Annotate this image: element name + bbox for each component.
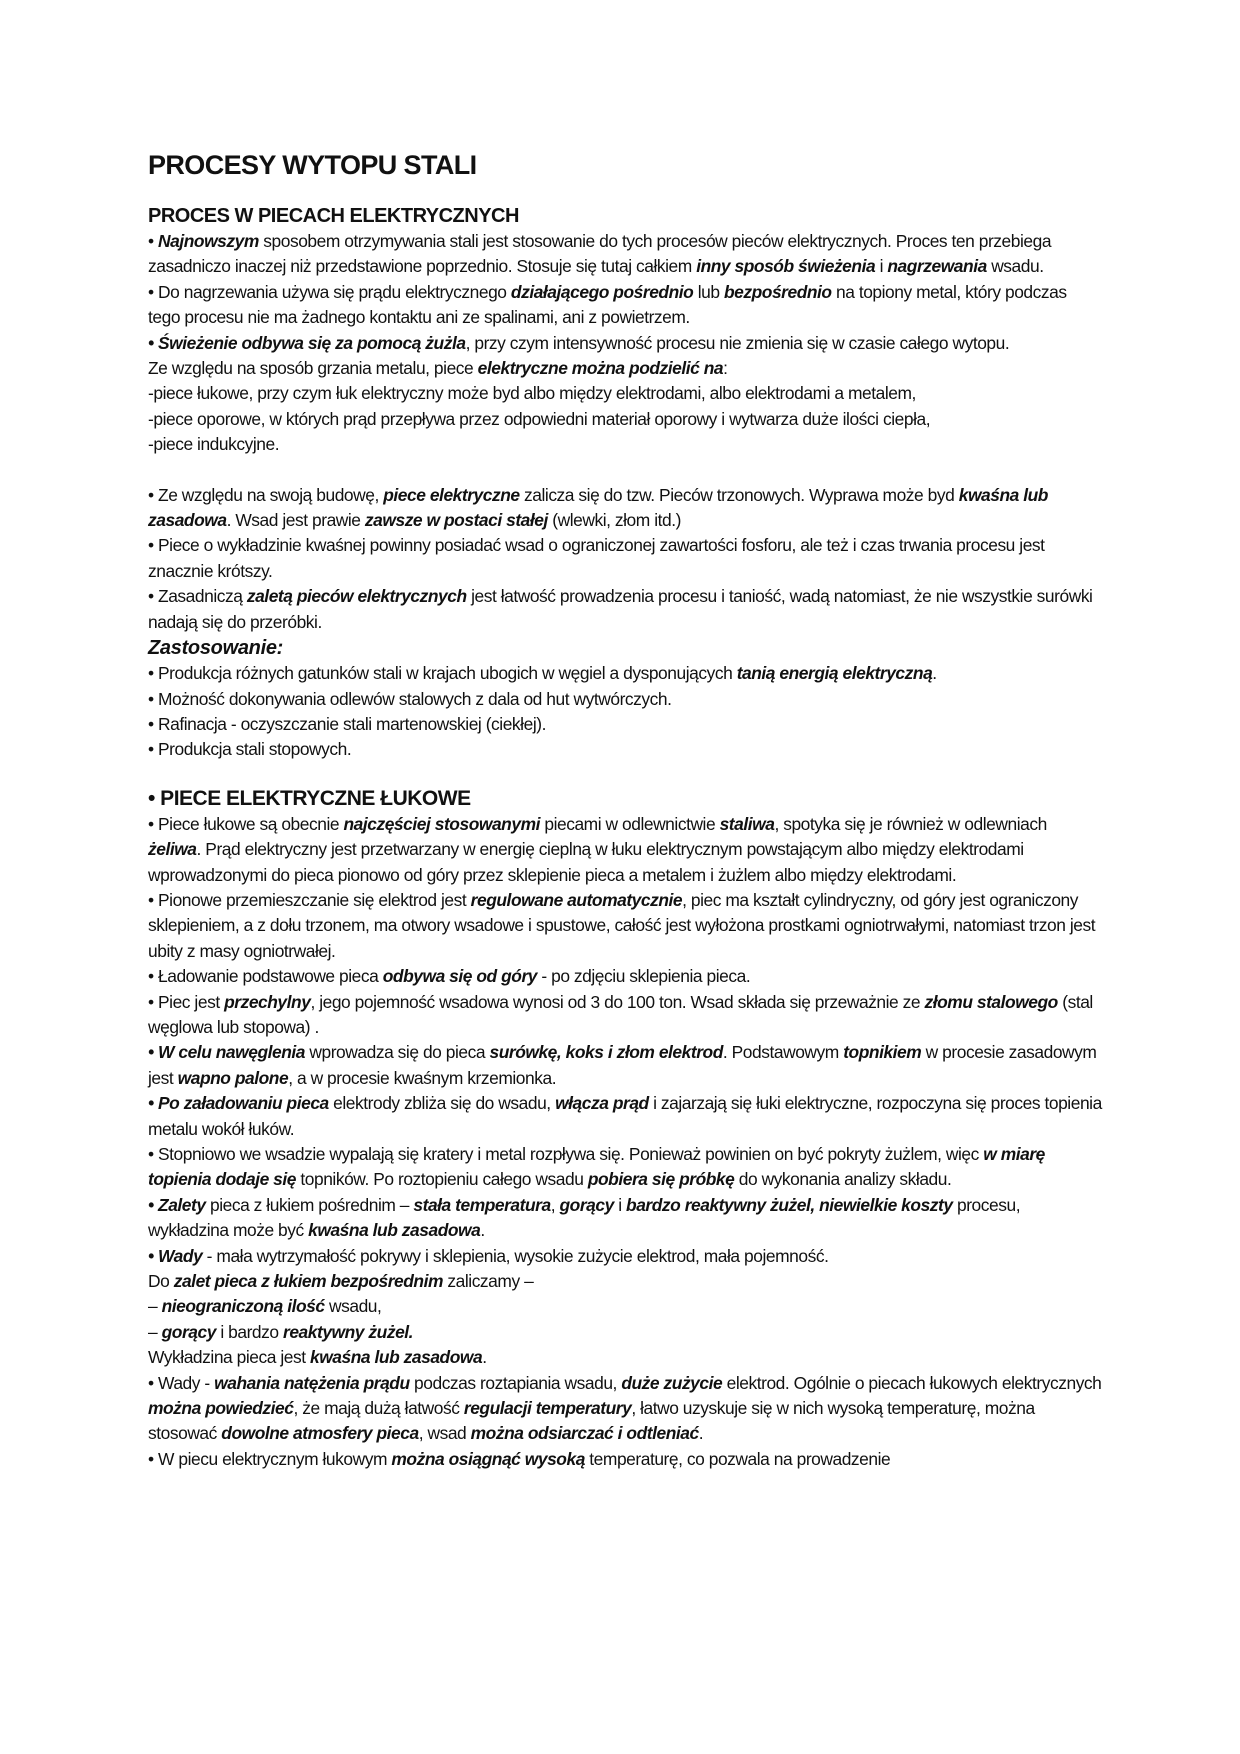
emphasis: regulacji temperatury — [463, 1398, 632, 1419]
paragraph: • Wady - mała wytrzymałość pokrywy i sklepienia, wysokie zużycie elektrod, mała pojemność. — [148, 1245, 829, 1266]
paragraph: • Pionowe przemieszczanie się elektrod jest regulowane automatycznie, piec ma kształt cylindryczny, od góry jest ograniczony sklepieniem, a z dołu trzonem, ma otwory wsadowe i spustowe, całość jest wyłożona prostkami ogniotrwałymi, natomiast trzon jest ubity z masy ogniotrwałej. — [148, 889, 1096, 961]
paragraph: • W celu nawęglenia wprowadza się do pieca surówkę, koks i złom elektrod. Podstawowym topnikiem w procesie zasadowym jest wapno palone, a w procesie kwaśnym krzemionka. — [148, 1042, 1097, 1088]
paragraph: • Piec jest przechylny, jego pojemność wsadowa wynosi od 3 do 100 ton. Wsad składa się przeważnie ze złomu stalowego (stal węglowa lub stopowa) . — [148, 991, 1093, 1037]
paragraph: • Zalety pieca z łukiem pośrednim – stała temperatura, gorący i bardzo reaktywny żużel, niewielkie koszty procesu, wykładzina może być kwaśna lub zasadowa. — [148, 1194, 1021, 1241]
paragraph: • Świeżenie odbywa się za pomocą żużla, przy czym intensywność procesu nie zmienia się w czasie całego wytopu. — [148, 332, 1010, 353]
emphasis: piece elektryczne — [383, 484, 520, 505]
emphasis: regulowane automatycznie — [470, 889, 683, 910]
emphasis: zaletą pieców elektrycznych — [246, 586, 467, 607]
document-page — [148, 148, 1103, 1472]
emphasis: bezpośrednio — [723, 281, 832, 302]
emphasis: inny sposób świeżenia — [696, 256, 876, 277]
spacer — [148, 458, 1103, 483]
emphasis: bardzo reaktywny żużel, niewielkie koszty — [626, 1194, 953, 1215]
emphasis: • W celu nawęglenia — [148, 1042, 305, 1063]
emphasis: • Wady — [148, 1245, 203, 1266]
emphasis: można osiągnąć wysoką — [391, 1448, 585, 1469]
emphasis: gorący — [161, 1321, 216, 1342]
zastosowanie-list — [148, 661, 1103, 763]
paragraph: • Piece o wykładzinie kwaśnej powinny posiadać wsad o ograniczonej zawartości fosforu, ale też i czas trwania procesu jest znacznie krótszy. — [148, 535, 1045, 581]
section-heading-electric: PROCES W PIECACH ELEKTRYCZNYCH — [148, 205, 519, 227]
paragraph: Do zalet pieca z łukiem bezpośrednim zaliczamy – — [148, 1271, 534, 1292]
emphasis: kwaśna lub zasadowa — [308, 1220, 481, 1241]
emphasis: • Świeżenie odbywa się za pomocą żużla — [148, 332, 466, 353]
emphasis: można powiedzieć — [148, 1398, 294, 1419]
emphasis: zawsze w postaci stałej — [364, 510, 548, 531]
paragraph: – nieograniczoną ilość wsadu, — [148, 1296, 382, 1317]
emphasis: surówkę, koks i złom elektrod — [489, 1042, 723, 1063]
paragraph: • Ze względu na swoją budowę, piece elektryczne zalicza się do tzw. Pieców trzonowych. Wyprawa może byd kwaśna lub zasadowa. Wsad jest prawie zawsze w postaci stałej (wlewki, złom itd.) — [148, 484, 1048, 531]
emphasis: wapno palone — [177, 1067, 289, 1088]
emphasis: nieograniczoną ilość — [161, 1296, 325, 1317]
emphasis: przechylny — [224, 991, 311, 1012]
list-item: -piece łukowe, przy czym łuk elektryczny może byd albo między elektrodami, albo elektrodami a metalem, — [148, 383, 916, 404]
emphasis: reaktywny żużel. — [283, 1321, 414, 1342]
paragraph: • Wady - wahania natężenia prądu podczas roztapiania wsadu, duże zużycie elektrod. Ogólnie o piecach łukowych elektrycznych można powiedzieć, że mają dużą łatwość regulacji temperatury, łatwo uzyskuje się w nich wysoką temperaturę, można stosować dowolne atmosfery pieca, wsad można odsiarczać i odtleniać. — [148, 1372, 1102, 1444]
emphasis: nagrzewania — [887, 256, 987, 277]
emphasis: Najnowszym — [158, 231, 259, 251]
emphasis: gorący — [559, 1194, 614, 1215]
list-item: -piece oporowe, w których prąd przepływa przez odpowiedni materiał oporowy i wytwarza duże ilości ciepła, — [148, 408, 931, 429]
emphasis: • Zalety — [148, 1194, 206, 1215]
emphasis: duże zużycie — [621, 1372, 723, 1393]
emphasis: zalet pieca z łukiem bezpośrednim — [173, 1271, 444, 1292]
paragraph: • Najnowszym sposobem otrzymywania stali jest stosowanie do tych procesów pieców elektrycznych. Proces ten przebiega zasadniczo inaczej niż przedstawione poprzednio. Stosuje się tutaj całkiem inny sposób świeżenia i nagrzewania wsadu. — [148, 231, 1052, 277]
emphasis: topnikiem — [843, 1042, 922, 1063]
emphasis: włącza prąd — [555, 1093, 649, 1114]
emphasis: żeliwa — [148, 839, 197, 860]
emphasis: • Po załadowaniu pieca — [148, 1093, 329, 1114]
emphasis: elektryczne można podzielić na — [477, 358, 724, 379]
list-item: -piece indukcyjne. — [148, 434, 280, 455]
emphasis: pobiera się próbkę — [587, 1169, 735, 1190]
emphasis: dowolne atmosfery pieca — [221, 1423, 419, 1444]
emphasis: stała temperatura — [413, 1194, 551, 1215]
emphasis: staliwa — [719, 813, 775, 834]
emphasis: można odsiarczać i odtleniać — [470, 1423, 699, 1444]
emphasis: złomu stalowego — [924, 991, 1058, 1012]
paragraph: • Produkcja różnych gatunków stali w krajach ubogich w węgiel a dysponujących tanią energią elektryczną. — [148, 663, 937, 684]
paragraph: • Stopniowo we wsadzie wypalają się kratery i metal rozpływa się. Ponieważ powinien on być pokryty żużlem, więc w miarę topienia dodaje się topników. Po roztopieniu całego wsadu pobiera się próbkę do wykonania analizy składu. — [148, 1144, 1045, 1190]
emphasis: w miarę topienia dodaje się — [148, 1144, 1045, 1190]
emphasis: odbywa się od góry — [382, 966, 537, 987]
emphasis: działającego pośrednio — [510, 281, 694, 302]
section-heading-zastosowanie: Zastosowanie: — [148, 637, 284, 660]
spacer — [148, 763, 1103, 786]
arc-furnace-paragraphs — [148, 812, 1103, 1473]
emphasis: wahania natężenia prądu — [214, 1372, 410, 1393]
paragraph: – gorący i bardzo reaktywny żużel. — [148, 1321, 414, 1342]
paragraph: • Produkcja stali stopowych. — [148, 739, 352, 760]
page-title: PROCESY WYTOPU STALI — [148, 150, 477, 180]
paragraph: • Po załadowaniu pieca elektrody zbliża się do wsadu, włącza prąd i zajarzają się łuki elektryczne, rozpoczyna się proces topienia metalu wokół łuków. — [148, 1093, 1102, 1139]
paragraph: Wykładzina pieca jest kwaśna lub zasadowa. — [148, 1347, 487, 1368]
paragraph: • Zasadniczą zaletą pieców elektrycznych jest łatwość prowadzenia procesu i taniość, wadą natomiast, że nie wszystkie surówki nadają się do przeróbki. — [148, 586, 1093, 632]
paragraph: • Piece łukowe są obecnie najczęściej stosowanymi piecami w odlewnictwie staliwa, spotyka się je również w odlewniach żeliwa. Prąd elektryczny jest przetwarzany w energię cieplną w łuku elektrycznym powstającym albo między elektrodami wprowadzonymi do pieca pionowo od góry przez sklepienie pieca a metalem i żużlem albo między elektrodami. — [148, 813, 1047, 885]
paragraph: • Do nagrzewania używa się prądu elektrycznego działającego pośrednio lub bezpośrednio na topiony metal, który podczas tego procesu nie ma żadnego kontaktu ani ze spalinami, ani z powietrzem. — [148, 281, 1067, 328]
paragraph: • W piecu elektrycznym łukowym można osiągnąć wysoką temperaturę, co pozwala na prowadzenie — [148, 1448, 891, 1469]
paragraph: • Ładowanie podstawowe pieca odbywa się od góry - po zdjęciu sklepienia pieca. — [148, 966, 751, 987]
emphasis: tanią energią elektryczną — [736, 663, 933, 684]
paragraph: • Rafinacja - oczyszczanie stali martenowskiej (ciekłej). — [148, 713, 546, 734]
emphasis: kwaśna lub zasadowa — [148, 484, 1048, 531]
paragraph: Ze względu na sposób grzania metalu, piece elektryczne można podzielić na: — [148, 358, 728, 379]
section-heading-arc-furnaces: • PIECE ELEKTRYCZNE ŁUKOWE — [148, 786, 471, 810]
paragraph: • Możność dokonywania odlewów stalowych z dala od hut wytwórczych. — [148, 688, 672, 709]
emphasis: najczęściej stosowanymi — [343, 813, 540, 834]
emphasis: kwaśna lub zasadowa — [310, 1347, 483, 1368]
